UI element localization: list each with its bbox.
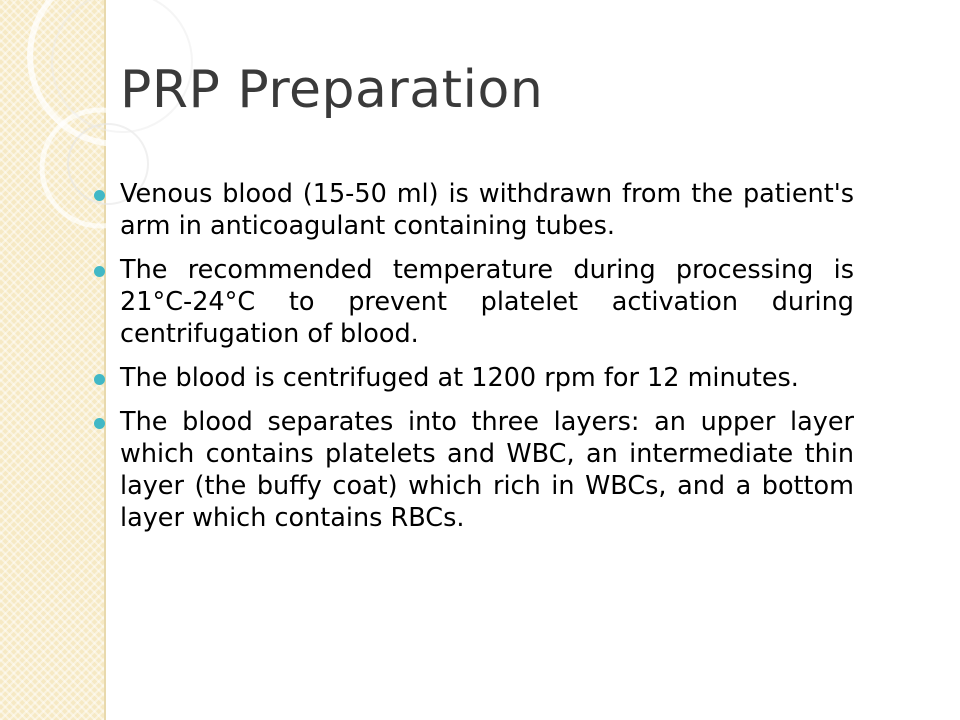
- bullet-item: [94, 362, 854, 394]
- bullet-dot-icon: [94, 266, 105, 277]
- bullet-item: [94, 178, 854, 242]
- bullet-text: The blood is centrifuged at 1200 rpm for 12 minutes.: [120, 363, 799, 393]
- bullet-dot-icon: [94, 190, 105, 201]
- bullet-text: The recommended temperature during processing is 21°C-24°C to prevent platelet activation during centrifugation of blood.: [120, 255, 854, 349]
- bullet-text: The blood separates into three layers: an upper layer which contains platelets and WBC, an intermediate thin layer (the buffy coat) which rich in WBCs, and a bottom layer which contains RBCs.: [120, 407, 854, 533]
- bullet-item: [94, 254, 854, 350]
- slide-title: PRP Preparation: [120, 60, 544, 120]
- bullet-dot-icon: [94, 374, 105, 385]
- bullet-item: [94, 406, 854, 534]
- decorative-side-band: [0, 0, 106, 720]
- bullet-text: Venous blood (15-50 ml) is withdrawn from the patient's arm in anticoagulant containing tubes.: [120, 179, 854, 241]
- bullet-dot-icon: [94, 418, 105, 429]
- bullet-list: [94, 178, 854, 546]
